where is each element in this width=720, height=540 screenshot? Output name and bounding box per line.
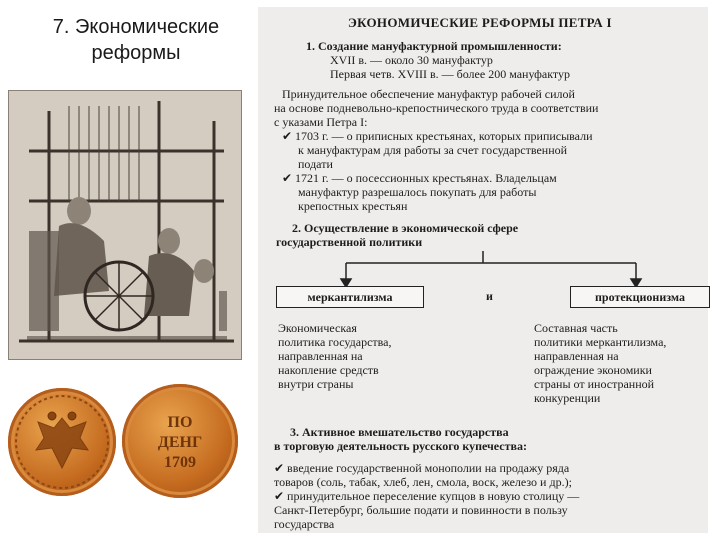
engraving-drawing [9, 91, 241, 359]
protectionism-def-line5: страны от иностранной [534, 377, 655, 391]
para-bullet2-line2: мануфактур разрешалось покупать для работы [298, 185, 537, 199]
mercantilism-def-line1: Экономическая [278, 321, 357, 335]
para-line2: на основе подневольно-крепостнического труда в соответствии [274, 101, 599, 115]
protectionism-def-line1: Составная часть [534, 321, 618, 335]
s2-heading-line1: 2. Осуществление в экономической сфере [292, 221, 519, 235]
protectionism-def-line6: конкуренции [534, 391, 601, 405]
s3-heading-line1: 3. Активное вмешательство государства [290, 425, 509, 439]
para-bullet1-line1: ✔ 1703 г. — о приписных крестьянах, которых приписывали [282, 129, 593, 143]
para-bullet2-line3: крепостных крестьян [298, 199, 408, 213]
s1-heading: 1. Создание мануфактурной промышленности: [306, 39, 562, 53]
protectionism-def-line4: ограждение экономики [534, 363, 652, 377]
document-title: ЭКОНОМИЧЕСКИЕ РЕФОРМЫ ПЕТРА I [348, 15, 612, 30]
mercantilism-def-line2: политика государства, [278, 335, 392, 349]
mercantilism-def-line4: накопление средств [278, 363, 379, 377]
para-bullet2-line1: ✔ 1721 г. — о посессионных крестьянах. Владельцам [282, 171, 557, 185]
s2-heading-line2: государственной политики [276, 235, 423, 249]
s3-bullet2-line3: государства [274, 517, 335, 531]
s1-line1: XVII в. — около 30 мануфактур [330, 53, 493, 67]
slide-title [18, 14, 254, 66]
mercantilism-def-line5: внутри страны [278, 377, 354, 391]
coin-text-line2: ДЕНГ [157, 434, 203, 451]
s3-bullet1-line2: товаров (соль, табак, хлеб, лен, смола, воск, железо и др.); [274, 475, 572, 489]
s3-bullet2-line1: ✔ принудительное переселение купцов в новую столицу — [274, 489, 580, 503]
coin-inscription [122, 384, 238, 498]
manufactory-engraving [8, 90, 242, 360]
reforms-document [258, 7, 708, 533]
s3-heading-line2: в торговую деятельность русского купечества: [274, 439, 527, 453]
para-line3: с указами Петра I: [274, 115, 368, 129]
s3-bullet2-line2: Санкт-Петербург, большие подати и повинности в пользу [274, 503, 568, 517]
conjunction-and: и [486, 289, 493, 303]
protectionism-def-line3: направленная на [534, 349, 619, 363]
coin-text-line1: ПО [167, 414, 193, 431]
para-line1: Принудительное обеспечение мануфактур рабочей силой [282, 87, 575, 101]
slide-title-line1: 7. Экономические [52, 16, 220, 38]
double-eagle-icon [8, 388, 116, 496]
protectionism-def-line2: политики меркантилизма, [534, 335, 667, 349]
box-mercantilism: меркантилизма [276, 286, 424, 308]
branch-arrows [258, 251, 708, 291]
mercantilism-def-line3: направленная на [278, 349, 363, 363]
coin-text-line3: 1709 [164, 454, 196, 471]
para-bullet1-line3: подати [298, 157, 333, 171]
slide-title-line2: реформы [91, 42, 181, 64]
s1-line2: Первая четв. XVIII в. — более 200 мануфактур [330, 67, 571, 81]
para-bullet1-line2: к мануфактурам для работы за счет государственной [298, 143, 568, 157]
box-protectionism: протекционизма [570, 286, 710, 308]
coin-double-eagle [8, 388, 116, 496]
s3-bullet1-line1: ✔ введение государственной монополии на продажу ряда [274, 461, 570, 475]
